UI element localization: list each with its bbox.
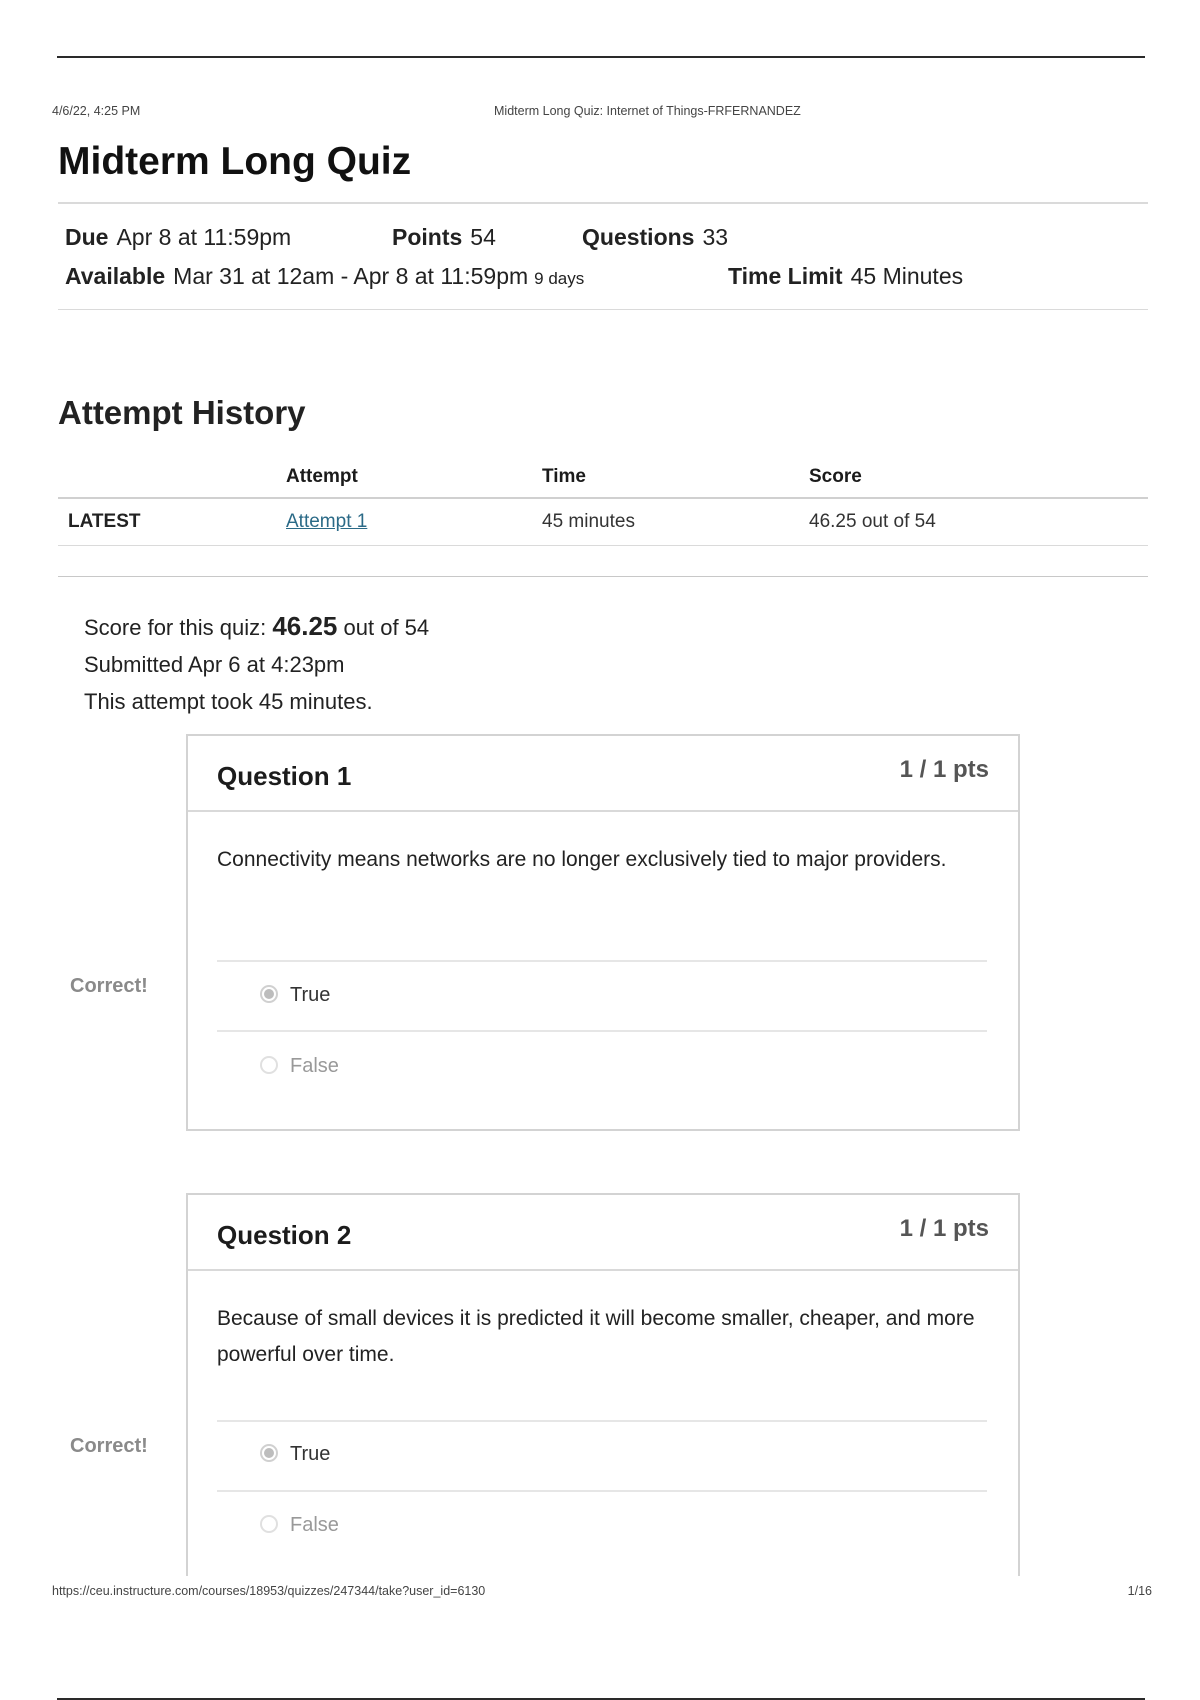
print-date: 4/6/22, 4:25 PM bbox=[52, 104, 141, 118]
print-header bbox=[52, 104, 1152, 120]
table-row bbox=[58, 498, 1148, 545]
answer-true[interactable] bbox=[260, 1443, 330, 1466]
print-footer bbox=[52, 1584, 1152, 1600]
attempt-cell bbox=[276, 498, 532, 545]
answer-label: True bbox=[290, 1443, 331, 1465]
answer-label: False bbox=[290, 1514, 339, 1536]
section-divider bbox=[58, 576, 1148, 577]
question-header bbox=[188, 1195, 1018, 1271]
table-header-row bbox=[58, 456, 1148, 498]
due-value: Apr 8 at 11:59pm bbox=[116, 224, 292, 250]
attempt-history-table bbox=[58, 456, 1148, 546]
column-header-score: Score bbox=[799, 456, 1148, 498]
column-header-time: Time bbox=[532, 456, 799, 498]
question-text: Because of small devices it is predicted it will become smaller, cheaper, and more powerful over time. bbox=[217, 1307, 975, 1366]
radio-selected-icon[interactable] bbox=[260, 985, 278, 1003]
question-title: Question 2 bbox=[217, 1220, 352, 1250]
question-title: Question 1 bbox=[217, 761, 352, 791]
duration-line: This attempt took 45 minutes. bbox=[84, 689, 373, 714]
score-cell: 46.25 out of 54 bbox=[799, 498, 1148, 545]
time-limit-value: 45 Minutes bbox=[850, 263, 964, 289]
latest-tag: LATEST bbox=[58, 498, 276, 545]
questions-label: Questions bbox=[582, 224, 695, 250]
available-value: Mar 31 at 12am - Apr 8 at 11:59pm bbox=[173, 263, 529, 289]
question-card bbox=[186, 734, 1020, 1131]
correct-flag: Correct! bbox=[70, 975, 148, 997]
available-days: 9 days bbox=[534, 269, 585, 288]
points-detail bbox=[392, 224, 496, 251]
available-label: Available bbox=[65, 263, 166, 289]
score-suffix: out of 54 bbox=[343, 615, 430, 640]
quiz-details bbox=[58, 202, 1148, 310]
points-label: Points bbox=[392, 224, 463, 250]
answer-true[interactable] bbox=[260, 984, 330, 1007]
correct-flag: Correct! bbox=[70, 1435, 148, 1457]
answer-label: True bbox=[290, 984, 331, 1006]
time-limit-label: Time Limit bbox=[728, 263, 843, 289]
answer-divider bbox=[217, 1030, 987, 1032]
questions-detail bbox=[582, 224, 728, 251]
attempt-history-heading: Attempt History bbox=[58, 394, 306, 431]
radio-selected-icon[interactable] bbox=[260, 1444, 278, 1462]
page-top-rule bbox=[57, 56, 1145, 58]
answer-divider bbox=[217, 960, 987, 962]
answer-false[interactable] bbox=[260, 1514, 339, 1537]
print-page-number: 1/16 bbox=[1127, 1584, 1152, 1598]
print-url: https://ceu.instructure.com/courses/18953/quizzes/247344/take?user_id=6130 bbox=[52, 1584, 486, 1598]
time-limit-detail bbox=[728, 263, 963, 290]
due-detail bbox=[65, 224, 291, 251]
question-points: 1 / 1 pts bbox=[899, 756, 989, 783]
submitted-line: Submitted Apr 6 at 4:23pm bbox=[84, 652, 345, 677]
quiz-summary bbox=[84, 608, 429, 720]
print-document-title: Midterm Long Quiz: Internet of Things-FRFERNANDEZ bbox=[494, 104, 801, 118]
answer-false[interactable] bbox=[260, 1055, 339, 1078]
question-points: 1 / 1 pts bbox=[899, 1215, 989, 1242]
available-detail bbox=[65, 263, 584, 290]
score-prefix: Score for this quiz: bbox=[84, 615, 267, 640]
question-card bbox=[186, 1193, 1020, 1576]
column-header-attempt: Attempt bbox=[276, 456, 532, 498]
score-value: 46.25 bbox=[272, 611, 338, 641]
answer-divider bbox=[217, 1490, 987, 1492]
column-header-tag bbox=[58, 456, 276, 498]
quiz-title: Midterm Long Quiz bbox=[58, 140, 412, 183]
question-header bbox=[188, 736, 1018, 812]
score-line bbox=[84, 608, 429, 646]
radio-empty-icon[interactable] bbox=[260, 1056, 278, 1074]
time-cell: 45 minutes bbox=[532, 498, 799, 545]
attempt-1-link[interactable]: Attempt 1 bbox=[286, 510, 368, 532]
question-text: Connectivity means networks are no longer exclusively tied to major providers. bbox=[217, 848, 947, 871]
due-label: Due bbox=[65, 224, 109, 250]
questions-value: 33 bbox=[702, 224, 729, 250]
points-value: 54 bbox=[470, 224, 496, 250]
radio-empty-icon[interactable] bbox=[260, 1515, 278, 1533]
answer-label: False bbox=[290, 1055, 339, 1077]
answer-divider bbox=[217, 1420, 987, 1422]
